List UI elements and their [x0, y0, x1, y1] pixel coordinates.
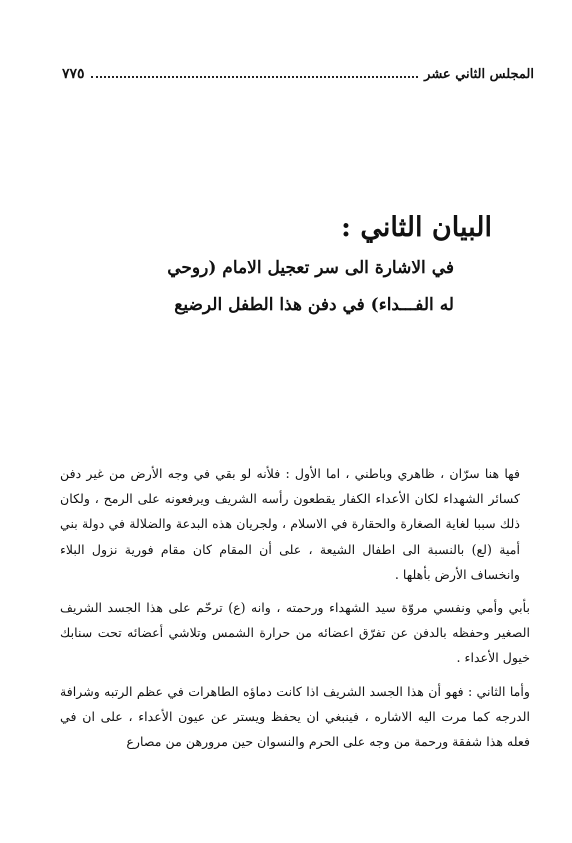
paragraph: بأبي وأمي ونفسي مروّة سيد الشهداء ورحمته ، وانه (ع) ترحّم على هذا الجسد الشريف الصغير وحفظه بالدفن عن تفرّق اعضائه من حرارة الشمس وتلاشي أعضائه تحت سنابك خيول الأعداء .: [60, 600, 530, 666]
body-text: [60, 461, 530, 762]
paragraph: فها هنا سرّان ، ظاهري وباطني ، اما الأول : فلأنه لو بقي في وجه الأرض من غير دفن كسائر الشهداء لكان الأعداء الكفار يقطعون رأسه الشريف ويرفعونه على الرمح ، ولكان ذلك سببا لغاية الصغارة والحقارة في الاسلام ، ولجريان هذه البدعة والضلالة في دولة بني أمية (لع) بالنسبة الى اطفال الشيعة ، على أن المقام كان مقام فورية نزول البلاء وانخساف الأرض بأهلها .: [60, 466, 520, 582]
page-header: [62, 62, 534, 86]
header-dotted-leader: [91, 64, 419, 78]
page-number: ٧٧٥: [62, 66, 85, 82]
section-heading: البيان الثاني :: [341, 212, 492, 243]
section-subtitle-line-2: له الفـــداء) في دفن هذا الطفل الرضيع: [174, 295, 454, 315]
running-title: المجلس الثاني عشر: [424, 66, 534, 82]
paragraph: وأما الثاني : فهو أن هذا الجسد الشريف اذا كانت دماؤه الطاهرات في عظم الرتبه وشرافة الدرجه كما مرت اليه الاشاره ، فينبغي ان يحفظ ويستر عن عيون الأعداء ، على ان في فعله هذا شفقة ورحمة من وجه على الحرم والنسوان حين مرورهن من مصارع: [60, 683, 530, 750]
section-subtitle-line-1: في الاشارة الى سر تعجيل الامام (روحي: [167, 258, 454, 278]
